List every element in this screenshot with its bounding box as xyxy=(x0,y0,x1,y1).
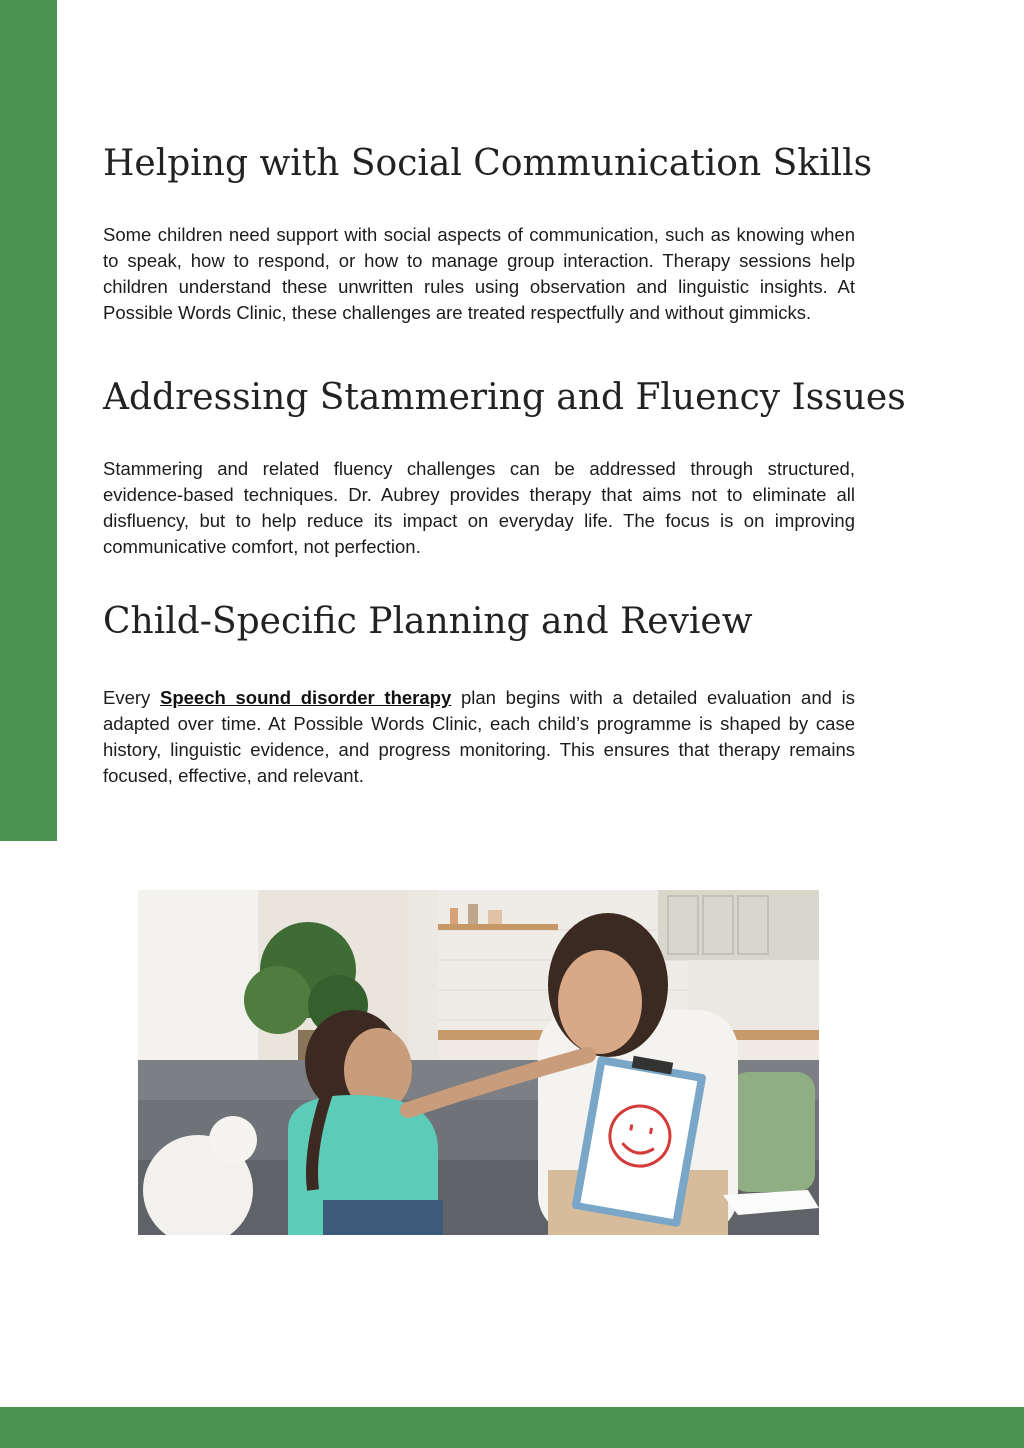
bottom-accent-bar xyxy=(0,1407,1024,1448)
therapy-session-photo xyxy=(138,890,819,1235)
section-body: Some children need support with social aspects of communication, such as knowing when to speak, how to respond, or how to manage group interaction. Therapy sessions help children understand these unwritten rules using observation and linguistic insights. At Possible Words Clinic, these challenges are treated respectfully and without gimmicks. xyxy=(103,224,855,323)
section-body: Stammering and related fluency challenges can be addressed through structured, evidence-based techniques. Dr. Aubrey provides therapy that aims not to eliminate all disfluency, but to help reduce its impact on everyday life. The focus is on improving communicative comfort, not perfection. xyxy=(103,458,855,557)
body-text-after-link: plan begins with a detailed evaluation and is adapted over time. At Possible Words Clinic, each child’s programme is shaped by case history, linguistic evidence, and progress monitoring. This ensures that therapy remains focused, effective, and relevant. xyxy=(103,687,855,786)
left-accent-bar xyxy=(0,0,57,841)
speech-sound-disorder-therapy-link[interactable]: Speech sound disorder therapy xyxy=(160,687,452,708)
section-heading: Helping with Social Communication Skills xyxy=(103,143,873,184)
section-heading: Child-Specific Planning and Review xyxy=(103,601,753,642)
section-heading: Addressing Stammering and Fluency Issues xyxy=(103,377,906,418)
section-body xyxy=(103,685,855,789)
body-text-before-link: Every xyxy=(103,687,160,708)
